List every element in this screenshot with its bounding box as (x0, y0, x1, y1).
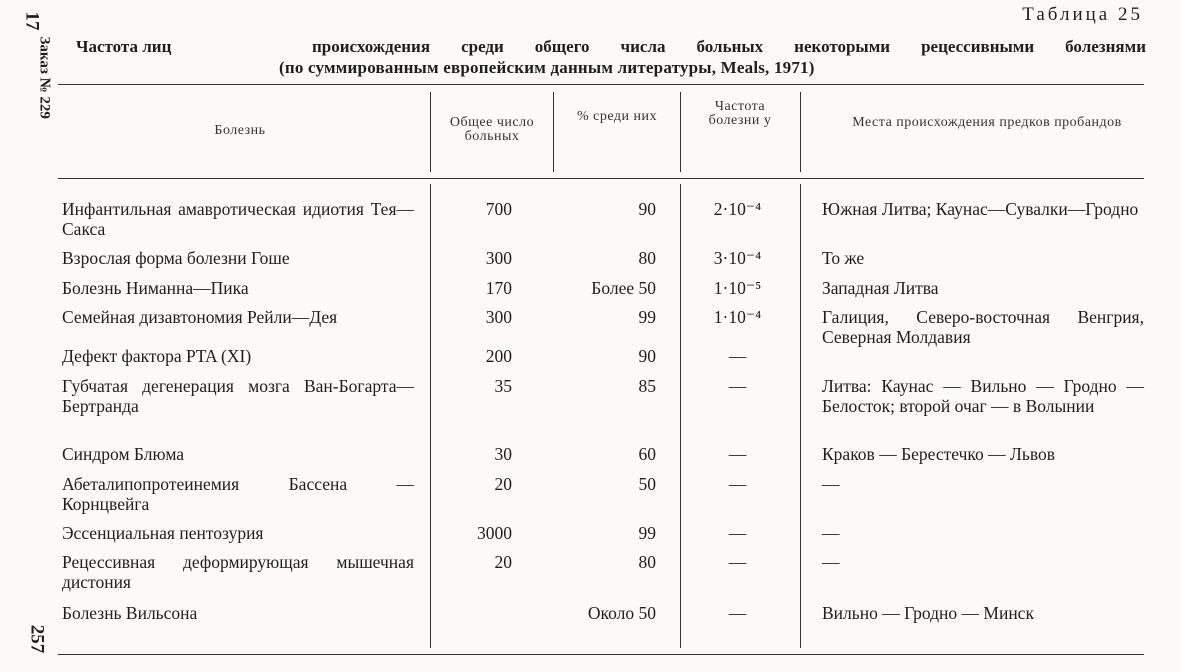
column-divider (800, 184, 801, 648)
cell-disease: Болезнь Вильсона (62, 603, 198, 623)
cell-disease: Рецессивная деформирующая мышечная дистония (62, 552, 414, 592)
table-label: Таблица 25 (1022, 4, 1143, 25)
column-divider (680, 184, 681, 648)
cell-disease: Эссенциальная пентозурия (62, 523, 264, 543)
cell-frequency: 1·10⁻⁴ (713, 307, 762, 327)
cell-frequency: — (728, 444, 747, 464)
cell-disease: Болезнь Ниманна—Пика (62, 278, 249, 298)
cell-disease: Губчатая дегенерация мозга Ван-Богарта—Бертранда (62, 376, 414, 416)
cell-disease: Инфантильная амавротическая идиотия Тея—Сакса (62, 199, 414, 239)
cell-frequency: — (728, 523, 747, 543)
header-disease: Болезнь (214, 123, 266, 138)
header-places: Места происхождения предков пробандов (852, 115, 1122, 130)
cell-total: 300 (485, 307, 512, 327)
cell-percent: 90 (638, 346, 656, 366)
cell-percent: 99 (638, 523, 656, 543)
cell-frequency: — (728, 346, 747, 366)
cell-total: 3000 (477, 523, 512, 543)
cell-total: 30 (494, 444, 512, 464)
cell-total: 700 (485, 199, 512, 219)
cell-frequency: — (728, 603, 747, 623)
cell-frequency: — (728, 474, 747, 494)
cell-total: 20 (494, 474, 512, 494)
cell-places: — (822, 523, 840, 543)
cell-percent: 90 (638, 199, 656, 219)
column-divider (800, 92, 801, 172)
table-header-rule (58, 178, 1144, 179)
cell-total: 170 (485, 278, 512, 298)
table-bottom-rule (58, 654, 1144, 655)
caption-line-1-left: Частота лиц (76, 37, 172, 56)
cell-disease: Абеталипопротеинемия Бассена — Корнцвейга (62, 474, 414, 514)
margin-order-number: Заказ № 229 (36, 36, 53, 119)
caption-line-1-right: происхождения среди общего числа больных некоторыми рецессивными болезнями (312, 37, 1146, 56)
cell-places: Западная Литва (822, 278, 939, 298)
cell-disease: Дефект фактора PTA (XI) (62, 346, 252, 366)
cell-total: 35 (494, 376, 512, 396)
caption-line-1 (76, 36, 1146, 57)
cell-percent: Более 50 (591, 278, 656, 298)
header-total: Общее число больных (449, 115, 535, 144)
cell-disease: Семейная дизавтономия Рейли—Дея (62, 307, 338, 327)
cell-total: 300 (485, 248, 512, 268)
header-frequency: Частота болезни у (708, 99, 772, 128)
page-number: 257 (26, 624, 48, 654)
caption-line-2: (по суммированным европейским данным литературы, Meals, 1971) (279, 58, 815, 77)
header-percent: % среди них (576, 109, 657, 124)
cell-places: Литва: Каунас — Вильно — Гродно — Белосток; второй очаг — в Волынии (822, 376, 1144, 416)
margin-sheet-number: 17 (21, 11, 43, 31)
cell-frequency: — (728, 376, 747, 396)
cell-places: Краков — Берестечко — Львов (822, 444, 1056, 464)
cell-frequency: 3·10⁻⁴ (713, 248, 762, 268)
cell-percent: Около 50 (587, 603, 656, 623)
column-divider (430, 92, 431, 172)
cell-percent: 80 (638, 552, 656, 572)
cell-places: То же (822, 248, 865, 268)
cell-frequency: 1·10⁻⁵ (713, 278, 762, 298)
cell-disease: Взрослая форма болезни Гоше (62, 248, 290, 268)
cell-places: — (822, 474, 840, 494)
cell-places: Галиция, Северо-восточная Венгрия, Северная Молдавия (822, 307, 1144, 347)
cell-places: Южная Литва; Каунас—Сувалки—Гродно (822, 199, 1139, 219)
cell-percent: 50 (638, 474, 656, 494)
table-caption (76, 36, 1146, 78)
cell-frequency: 2·10⁻⁴ (713, 199, 762, 219)
column-divider (680, 92, 681, 172)
cell-places: — (822, 552, 840, 572)
cell-percent: 60 (638, 444, 656, 464)
cell-percent: 85 (638, 376, 656, 396)
cell-percent: 99 (638, 307, 656, 327)
cell-disease: Синдром Блюма (62, 444, 185, 464)
cell-places: Вильно — Гродно — Минск (822, 603, 1034, 623)
table-top-rule (58, 84, 1144, 85)
cell-total: 20 (494, 552, 512, 572)
column-divider (553, 92, 554, 172)
cell-total: 200 (485, 346, 512, 366)
cell-frequency: — (728, 552, 747, 572)
cell-percent: 80 (638, 248, 656, 268)
